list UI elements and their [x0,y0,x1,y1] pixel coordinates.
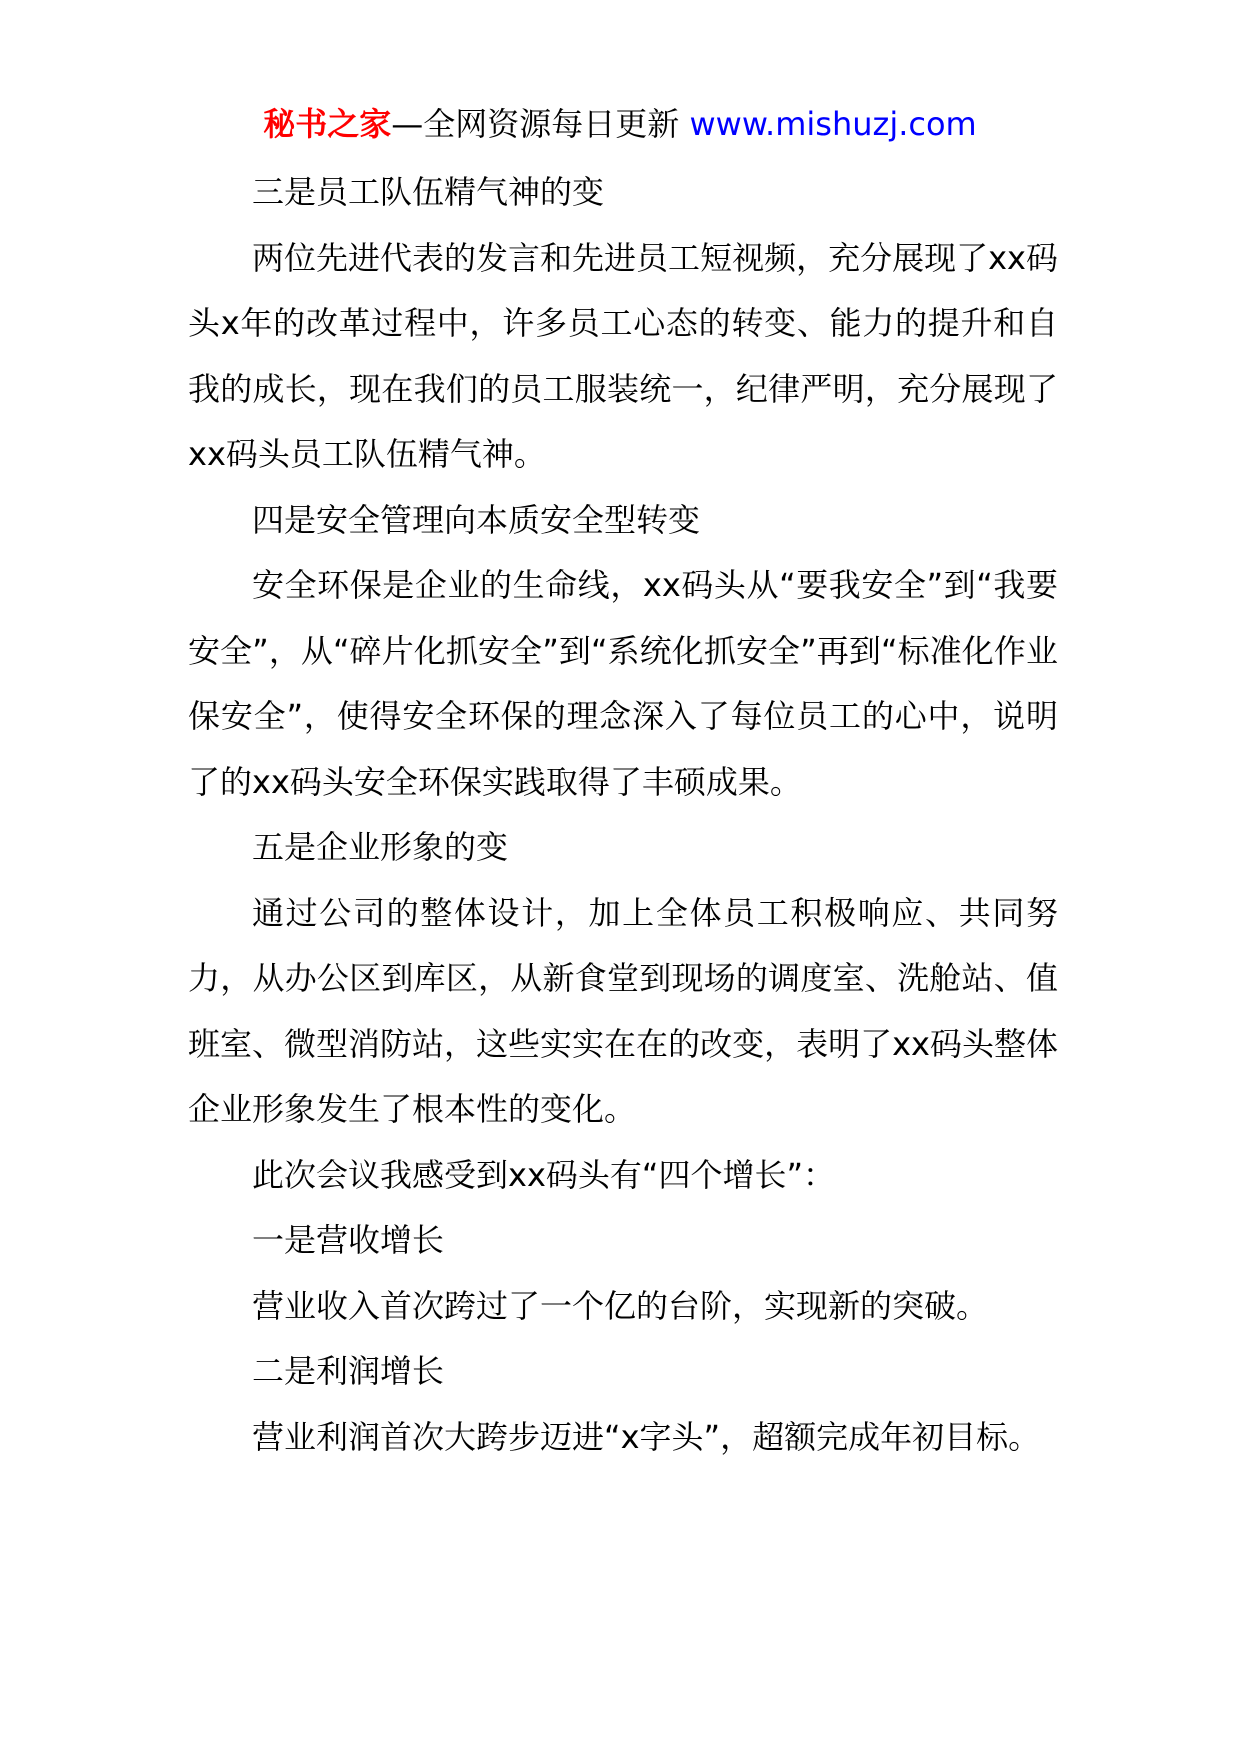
body-paragraph: 此次会议我感受到xx码头有“四个增长”： [252,1155,836,1194]
body-paragraph: 两位先进代表的发言和先进员工短视频，充分展现了xx码头x年的改革过程中，许多员工心态的转变、能力的提升和自我的成长，现在我们的员工服装统一，纪律严明，充分展现了xx码头员工队伍精气神。 [188,238,1058,473]
section-heading: 五是企业形象的变 [252,828,509,866]
section-heading: 二是利润增长 [252,1352,445,1390]
site-tagline: —全网资源每日更新 [391,105,680,143]
body-paragraph: 通过公司的整体设计，加上全体员工积极响应、共同努力，从办公区到库区，从新食堂到现场的调度室、洗舱站、值班室、微型消防站，这些实实在在的改变，表明了xx码头整体企业形象发生了根本性的变化。 [188,893,1058,1128]
section-heading: 三是员工队伍精气神的变 [252,173,605,211]
section-heading: 四是安全管理向本质安全型转变 [252,500,701,539]
site-url-link[interactable]: www.mishuzj.com [689,105,977,143]
document-body [188,160,1058,1470]
site-header [0,100,1240,148]
body-paragraph: 营业收入首次跨过了一个亿的台阶，实现新的突破。 [252,1286,989,1325]
body-paragraph: 营业利润首次大跨步迈进“x字头”，超额完成年初目标。 [252,1417,1041,1456]
body-paragraph: 安全环保是企业的生命线，xx码头从“要我安全”到“我要安全”，从“碎片化抓安全”到“系统化抓安全”再到“标准化作业保安全”，使得安全环保的理念深入了每位员工的心中，说明了的xx码头安全环保实践取得了丰硕成果。 [188,566,1058,801]
section-heading: 一是营收增长 [252,1221,445,1259]
site-brand: 秘书之家 [263,105,392,143]
